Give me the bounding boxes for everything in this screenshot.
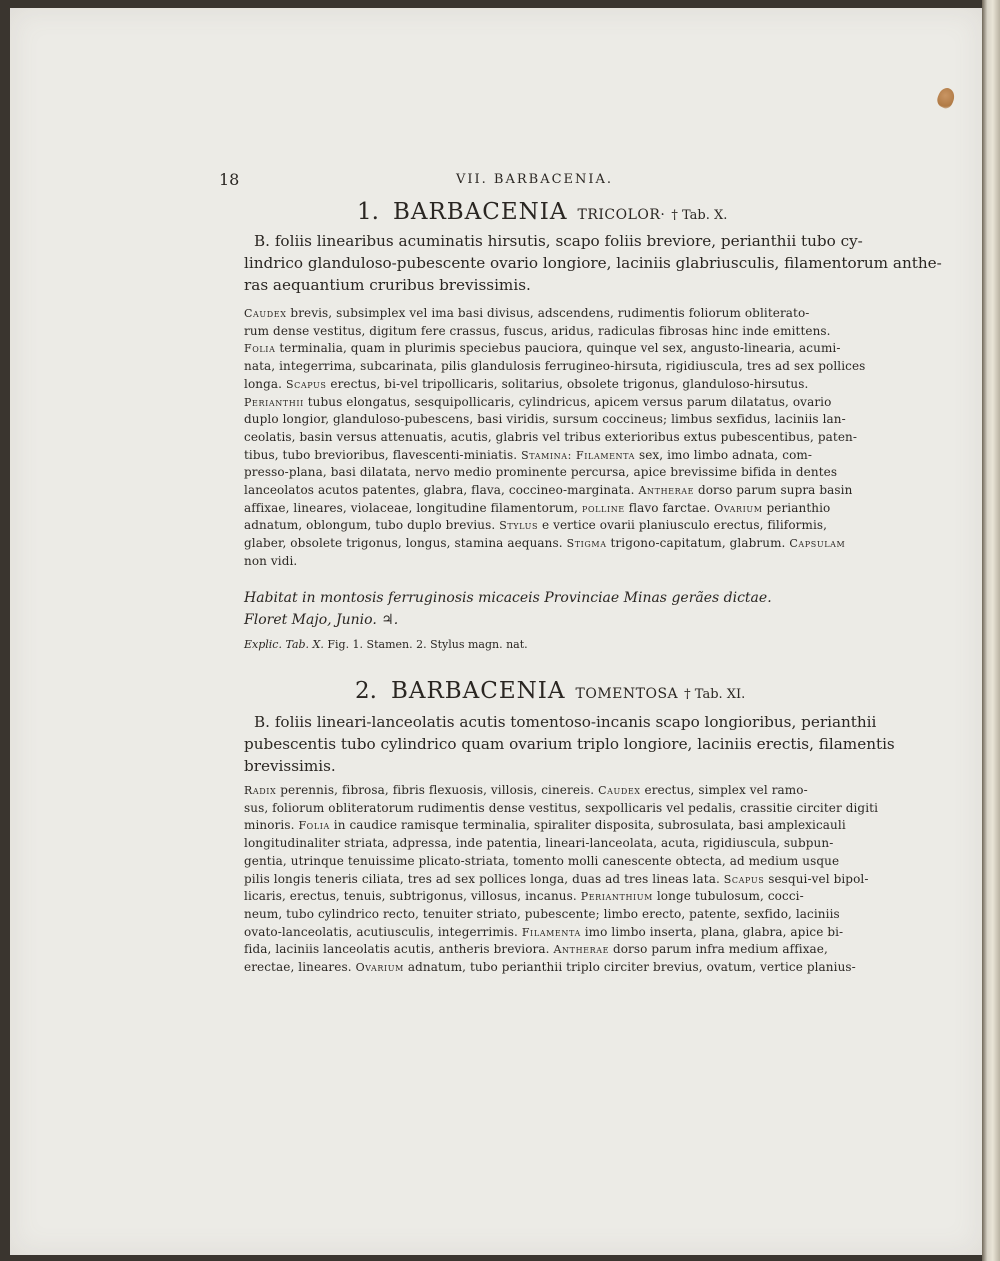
description-text: neum, tubo cylindrico recto, tenuiter striato, pubescente; limbo erecto, patente, sexfido, laciniis xyxy=(244,906,840,921)
organ-term: Filamenta xyxy=(521,925,581,939)
organ-term: Antherae xyxy=(553,943,610,957)
description-text: in caudice ramisque terminalia, spiraliter disposita, subrosulata, basi amplexicauli xyxy=(329,818,846,833)
species2-diagnosis-line: pubescentis tubo cylindrico quam ovarium triplo longiore, laciniis erectis, filamentis xyxy=(244,735,895,753)
plate-explanation-text: Fig. 1. Stamen. 2. Stylus magn. nat. xyxy=(327,638,528,651)
description-line xyxy=(244,394,865,412)
organ-term: polline xyxy=(581,501,625,515)
description-text: erectae, lineares. xyxy=(244,960,356,975)
description-line xyxy=(244,358,865,376)
plate-explanation-label: Explic. Tab. X. xyxy=(244,638,324,651)
species1-habitat: Habitat in montosis ferruginosis micaceis Provinciae Minas gerães dictae. xyxy=(244,590,772,606)
species1-description xyxy=(244,305,865,571)
organ-term: Caudex xyxy=(598,784,641,797)
description-line xyxy=(244,376,865,394)
description-text: sex, imo limbo adnata, com- xyxy=(635,447,813,462)
organ-term: Scapus xyxy=(285,377,327,391)
description-line xyxy=(244,429,865,447)
organ-term: Perianthii xyxy=(244,395,304,409)
organ-term: Caudex xyxy=(244,307,287,320)
description-line xyxy=(244,941,878,959)
organ-term: Ovarium xyxy=(355,961,404,975)
description-text: nata, integerrima, subcarinata, pilis glandulosis ferrugineo-hirsuta, rigidiuscula, tres ad sex pollices xyxy=(244,359,866,374)
organ-term: Stylus xyxy=(499,519,539,533)
description-line xyxy=(244,500,865,518)
organ-term: Stamina: Filamenta xyxy=(521,448,636,462)
description-text: minoris. xyxy=(244,818,299,833)
species2-description xyxy=(244,782,878,977)
description-line xyxy=(244,871,878,889)
paper-sheet xyxy=(10,8,982,1255)
description-line xyxy=(244,464,865,482)
page-number: 18 xyxy=(219,170,240,189)
description-line xyxy=(244,800,878,818)
description-line xyxy=(244,853,878,871)
species2-plate-ref: † Tab. XI. xyxy=(684,687,746,702)
organ-term: Radix xyxy=(244,784,277,797)
description-text: longitudinaliter striata, adpressa, inde patentia, lineari-lanceolata, acuta, rigidiuscula, subpun- xyxy=(244,836,834,851)
description-text: erectus, simplex vel ramo- xyxy=(640,783,808,797)
page-edge xyxy=(982,0,1000,1261)
description-line xyxy=(244,835,878,853)
organ-term: Ovarium xyxy=(714,501,763,515)
species1-number: 1. xyxy=(357,199,379,225)
description-text: pilis longis teneris ciliata, tres ad sex pollices longa, duas ad tres lineas lata. xyxy=(244,871,724,886)
species2-title xyxy=(355,678,745,708)
description-text: presso-plana, basi dilatata, nervo medio prominente percursa, apice brevissime bifida in dentes xyxy=(244,465,838,480)
description-text: trigono-capitatum, glabrum. xyxy=(606,536,790,551)
description-line xyxy=(244,959,878,977)
species1-genus: BARBACENIA xyxy=(392,199,568,225)
description-text: flavo farctae. xyxy=(624,500,715,515)
description-text: erectus, bi-vel tripollicaris, solitarius, obsolete trigonus, glanduloso-hirsutus. xyxy=(326,376,809,391)
species2-number: 2. xyxy=(355,678,377,704)
description-line xyxy=(244,924,878,942)
description-text: longa. xyxy=(244,376,286,391)
description-text: ceolatis, basin versus attenuatis, acutis, glabris vel tribus exterioribus extus pubescentibus, paten- xyxy=(244,429,858,444)
species1-plate-explanation xyxy=(244,638,528,651)
section-title: VII. BARBACENIA. xyxy=(456,172,614,187)
description-line xyxy=(244,411,865,429)
organ-term: Capsulam xyxy=(789,537,846,551)
description-text: adnatum, tubo perianthii triplo circiter brevius, ovatum, vertice planius- xyxy=(403,960,856,975)
description-text: gentia, utrinque tenuissime plicato-striata, tomento molli canescente obtecta, ad medium usque xyxy=(244,853,840,868)
description-text: glaber, obsolete trigonus, longus, stamina aequans. xyxy=(244,536,567,551)
description-text: tubus elongatus, sesquipollicaris, cylindricus, apicem versus parum dilatatus, ovario xyxy=(303,394,832,409)
description-text: rum dense vestitus, digitum fere crassus, fuscus, aridus, radiculas fibrosas hinc inde emittens. xyxy=(244,323,831,338)
species2-epithet: TOMENTOSA xyxy=(575,686,679,702)
description-text: lanceolatos acutos patentes, glabra, flava, coccineo-marginata. xyxy=(244,483,639,498)
description-text: imo limbo inserta, plana, glabra, apice bi- xyxy=(580,924,844,939)
species2-diagnosis-line: B. foliis lineari-lanceolatis acutis tomentoso-incanis scapo longioribus, perianthii xyxy=(254,713,877,731)
description-line xyxy=(244,888,878,906)
description-text: duplo longior, glanduloso-pubescens, basi viridis, sursum coccineus; limbus sexfidus, laciniis lan- xyxy=(244,412,846,427)
description-text: perianthio xyxy=(762,500,831,515)
organ-term: Folia xyxy=(298,819,330,833)
description-text: licaris, erectus, tenuis, subtrigonus, villosus, incanus. xyxy=(244,889,581,904)
description-line xyxy=(244,906,878,924)
description-text: e vertice ovarii planiusculo erectus, filiformis, xyxy=(538,518,828,533)
description-text: tibus, tubo brevioribus, flavescenti-miniatis. xyxy=(244,447,522,462)
description-text: ovato-lanceolatis, acutiusculis, integerrimis. xyxy=(244,924,522,939)
description-text: non vidi. xyxy=(244,553,298,568)
description-text: dorso parum supra basin xyxy=(694,483,853,498)
organ-term: Perianthium xyxy=(580,890,653,904)
description-text: sus, foliorum obliteratorum rudimentis dense vestitus, sexpollicaris vel pedalis, crassitie circiter digiti xyxy=(244,800,879,815)
species1-epithet: TRICOLOR· xyxy=(577,207,666,223)
description-line xyxy=(244,535,865,553)
description-line xyxy=(244,340,865,358)
description-text: longe tubulosum, cocci- xyxy=(652,889,804,904)
description-text: dorso parum infra medium affixae, xyxy=(609,942,828,957)
species1-diagnosis-line: lindrico glanduloso-pubescente ovario longiore, laciniis glabriusculis, filamentorum anthe- xyxy=(244,254,942,272)
description-text: adnatum, oblongum, tubo duplo brevius. xyxy=(244,518,500,533)
description-line xyxy=(244,782,878,800)
description-text: brevis, subsimplex vel ima basi divisus, adscendens, rudimentis foliorum obliterato- xyxy=(286,306,810,320)
description-line xyxy=(244,553,865,571)
organ-term: Antherae xyxy=(638,484,695,498)
species2-diagnosis-line: brevissimis. xyxy=(244,757,336,775)
description-text: sesqui-vel bipol- xyxy=(764,871,869,886)
description-line xyxy=(244,447,865,465)
species1-diagnosis-line: B. foliis linearibus acuminatis hirsutis, scapo foliis breviore, perianthii tubo cy- xyxy=(254,232,863,250)
species1-diagnosis-line: ras aequantium cruribus brevissimis. xyxy=(244,276,531,294)
species1-plate-ref: † Tab. X. xyxy=(671,208,728,223)
description-text: perennis, fibrosa, fibris flexuosis, villosis, cinereis. xyxy=(276,783,599,797)
description-line xyxy=(244,323,865,341)
organ-term: Folia xyxy=(244,342,276,356)
description-line xyxy=(244,482,865,500)
organ-term: Scapus xyxy=(723,872,765,886)
description-line xyxy=(244,817,878,835)
species2-genus: BARBACENIA xyxy=(390,678,566,704)
species1-title xyxy=(357,199,727,229)
description-text: terminalia, quam in plurimis speciebus pauciora, quinque vel sex, angusto-linearia, acumi- xyxy=(275,341,841,356)
species1-flowering: Floret Majo, Junio. ♃. xyxy=(244,612,399,628)
organ-term: Stigma xyxy=(566,537,607,551)
description-line xyxy=(244,517,865,535)
description-text: affixae, lineares, violaceae, longitudine filamentorum, xyxy=(244,500,582,515)
running-head xyxy=(219,170,819,190)
description-text: fida, laciniis lanceolatis acutis, antheris breviora. xyxy=(244,942,554,957)
description-line xyxy=(244,305,865,323)
